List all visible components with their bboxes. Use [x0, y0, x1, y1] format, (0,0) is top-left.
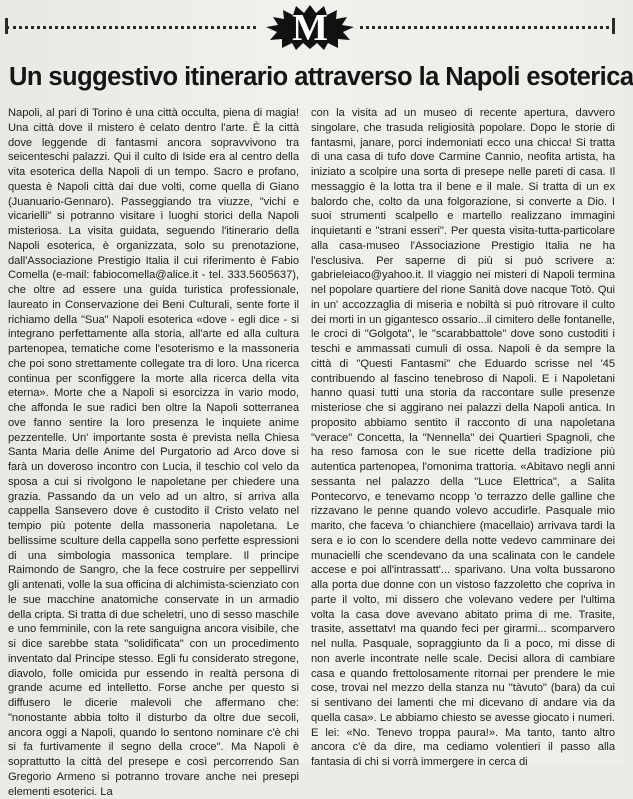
article-body-text: con la visita ad un museo di recente apertura, davvero singolare, che trasuda religiosità popolare. Dopo le storie di fantasmi, janare, porci indemoniati ecco una chicca! Si tratta di una casa di tufo dove Carmine Cannio, neofita artista, ha iniziato a scolpire una sorta di presepe nelle pareti di casa. Il messaggio è la lotta tra il bene e il male. Si tratta di un ex balordo che, colto da una folgorazione, si converte a Dio. I suoi strumenti scalpello e martello realizzano immagini inquietanti e "strani esseri". Per questa visita-tutta-particolare alla casa-museo l'Associazione Prestigio Italia ne ha l'esclusiva. Per saperne di più si può scrivere a: gabrieleiaco@yahoo.it. Il viaggio nei misteri di Napoli termina nel popolare quartiere del rione Sanità dove nacque Totò. Qui in un' accozzaglia di miseria e nobiltà si può ritrovare il culto dei morti in un gigantesco ossario...il cimitero delle fontanelle, le croci di "Golgota", le "scarabbattole" dove sono custoditi i teschi e ammassati cumuli di ossa. Napoli è da sempre la città di "Questi Fantasmi" che Eduardo scrisse nel '45 contribuendo al fascino tenebroso di Napoli. E i Napoletani hanno quasi tutti una storia da raccontare sulle presenze misteriose che si aggirano nei palazzi della Napoli antica. In proposito abbiamo sentito il racconto di una napoletana "verace" Concetta, la "Nennella" dei Quartieri Spagnoli, che ha reso famosa con le sue ricette della tradizione più autentica partenopea, l'omonima trattoria. «Abitavo negli anni sessanta nel palazzo della "Luce Elettrica", a Salita Pontecorvo, e tenevamo ncopp 'o terrazzo delle galline che rizzavano le penne quando volevo accudirle. Pasquale mio marito, che faceva 'o chianchiere (macellaio) arrivava tardi la sera e io con lo scendere della notte vedevo camminare dei munacielli che scendevano da una scalinata con le candele accese e poi all'intrassatt'... sparivano. Una volta bussarono alla porta due donne con un vistoso fazzoletto che copriva in parte il volto, mi dissero che volevano vedere per l'ultima volta la casa dove avevano abitato prima di me. Trasite, trasite, assettatv! ma quando feci per girarmi... scomparvero nel nulla. Pasquale, sopraggiunto da lì a poco, mi disse di non averle incontrate nelle scale. Decisi allora di cambiare casa e quando frettolosamente ritornai per prendere le mie cose, trovai nel mezzo della stanza nu "tàvuto" (bara) da cui si sentivano dei lamenti che mi dicevano di andare via da quella casa». Le abbiamo chiesto se avesse giocato i numeri. E lei: «No. Tenevo troppa paura!». Ma tanto, tanto altro ancora c'è da dire, ma cediamo volentieri il passo alla fantasia di chi si vorrà immergere in cerca di	[311, 107, 615, 768]
rule-end-tick-left	[5, 18, 8, 34]
article-column-left	[8, 106, 299, 798]
article-headline: Un suggestivo itinerario attraverso la Napoli esoterica	[9, 63, 633, 91]
rule-end-tick-right	[612, 18, 615, 34]
section-letter: M	[292, 7, 328, 49]
dotted-rule-right	[360, 26, 615, 29]
article-column-right	[311, 106, 615, 768]
article-body-text: Napoli, al pari di Torino è una città occulta, piena di magia! Una città dove il mistero è celato dentro l'arte. È la città dove leggende di fantasmi ancora sopravvivono tra seicenteschi palazzi. Qui il culto di Iside era al centro della vita esoterica della Napoli di un tempo. Sacro e profano, questa è Napoli città dai due volti, come quella di Giano (Juanuario-Gennaro). Passeggiando tra viuzze, "vichi e vicarielli" si potranno visitare i luoghi storici della Napoli misteriosa. La visita guidata, seguendo l'itinerario della Napoli esoterica, è organizzata, solo su prenotazione, dall'Associazione Prestigio Italia il cui riferimento è Fabio Comella (e-mail: fabiocomella@alice.it - tel. 333.5605637), che oltre ad essere una guida turistica professionale, laureato in Conservazione dei Beni Culturali, sente forte il richiamo della "Sua" Napoli esoterica «dove - egli dice - si integrano perfettamente alla storia, all'arte ed alla cultura partenopea, tematiche come l'esoterismo e la massoneria che poi sono strettamente collegate tra di loro. Una ricerca continua per sconfiggere la morte alla ricerca della vita eterna». Morte che a Napoli si esorcizza in vario modo, che affonda le sue radici ben oltre la Napoli sotterranea ove fanno sentire la loro presenza le inquiete anime pezzentelle. Un' importante sosta è prevista nella Chiesa Santa Maria delle Anime del Purgatorio ad Arco dove si farà un doveroso incontro con Lucia, il teschio col velo da sposa a cui si rivolgono le napoletane per chiedere una grazia. Passando da un velo ad un altro, si arriva alla cappella Sansevero dove è custodito il Cristo velato nel tempio più potente della massoneria napoletana. Le bellissime sculture della cappella sono perfette espressioni di una simbologia massonica templare. Il principe Raimondo de Sangro, che la fece costruire per seppellirvi gli antenati, volle la sua officina di alchimista-scienziato con le sue macchine anatomiche conservate in un armadio della cripta. Si tratta di due scheletri, uno di sesso maschile e uno femminile, con la rete sanguigna ancora visibile, che si dice sarebbe stata "solidificata" con un procedimento inventato dal Principe stesso. Egli fu considerato stregone, diavolo, folle omicida pur essendo in realtà persona di grande acume ed intelletto. Forse anche per questo si diffusero le dicerie malevoli che affermano che: "nonostante abbia tolto il disturbo da oltre due secoli, ancora oggi a Napoli, quando lo sentono nominare c'è chi si fa furtivamente il segno della croce". Ma Napoli è soprattutto la città del presepe e così percorrendo San Gregorio Armeno si potranno trovare anche nei presepi elementi esoterici. La	[8, 107, 299, 798]
dotted-rule-left	[6, 26, 256, 29]
section-badge	[262, 4, 358, 50]
